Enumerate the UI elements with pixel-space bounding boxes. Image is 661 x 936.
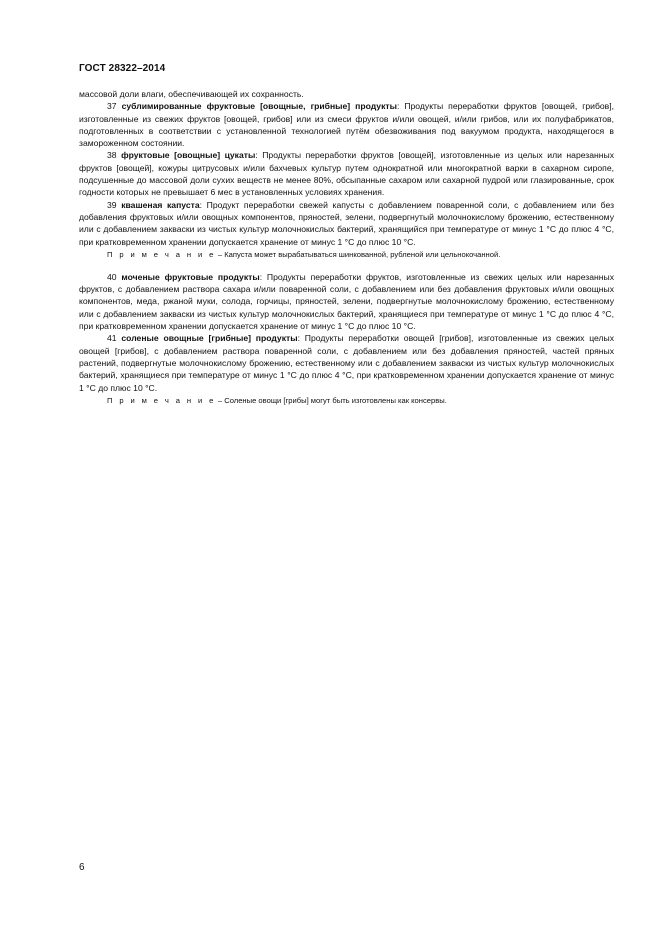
note-text: – Соленые овощи [грибы] могут быть изготовлены как консервы. [215, 395, 447, 405]
note-label: П р и м е ч а н и е [107, 249, 216, 259]
entry-definition: : Продукты переработки фруктов [овощей], изготовленные из целых или нарезанных фруктов [овощей], кожуры цитрусовых и/или бахчевых культур путем однократной или многократной варки в сахарном сиропе, подсушенные до массовой доли сухих веществ не менее 80%, обсыпанные сахаром или сахарной пудрой или глазированные, срок годности которых не превышает 6 мес в установленных условиях хранения. [79, 150, 614, 198]
entry-term: моченые фруктовые продукты [121, 271, 260, 282]
entry-term: сублимированные фруктовые [овощные, грибные] продукты [121, 101, 397, 112]
term-entry-41 [79, 332, 614, 393]
spacer [79, 260, 614, 271]
term-entry-39 [79, 199, 614, 248]
entry-number: 41 [107, 333, 117, 344]
entry-number: 38 [107, 150, 117, 161]
term-entry-40 [79, 271, 614, 332]
continuation-text: массовой доли влаги, обеспечивающей их сохранность. [79, 89, 304, 99]
document-header: ГОСТ 28322–2014 [79, 63, 166, 74]
entry-term: соленые овощные [грибные] продукты [121, 333, 298, 344]
page-number: 6 [79, 862, 85, 873]
document-body [79, 88, 614, 406]
entry-term: квашеная капуста [121, 199, 200, 210]
term-entry-38 [79, 149, 614, 198]
note-text: – Капуста может вырабатываться шинкованной, рубленой или цельнокочанной. [215, 249, 501, 259]
entry-definition: : Продукты переработки овощей [грибов], изготовленные из свежих целых овощей [грибов], с добавлением раствора поваренной соли, с добавлением или без добавления пряностей, частей пряных растений, подвергнутые молочнокислому брожению, естественному или с добавлением закваски из чистых культур молочнокислых бактерий, хранящиеся при температуре от минус 1 °С до плюс 4 °С, при кратковременном хранении допускается хранение от минус 1 °С до плюс 10 °С. [79, 333, 615, 393]
entry-definition: : Продукты переработки фруктов, изготовленные из свежих целых или нарезанных фруктов, с добавлением раствора сахара и/или поваренной соли, с добавлением или без добавления фруктовых и/или овощных компонентов, меда, ржаной муки, солода, горчицы, пряностей, зелени, подвергнутые молочнокислому брожению, естественному или с добавлением закваски из чистых культур молочнокислых бактерий, хранящиеся при температуре от минус 1 °С до плюс 4 °С, при кратковременном хранении допускается хранение от минус 1 °С до плюс 10 °С. [79, 271, 614, 332]
entry-note-39 [79, 249, 614, 260]
entry-number: 39 [107, 199, 117, 210]
note-label: П р и м е ч а н и е [107, 395, 216, 405]
entry-number: 40 [107, 271, 117, 282]
entry-definition: : Продукт переработки свежей капусты с добавлением поваренной соли, с добавлением или без добавления фруктовых и/или овощных компонентов, пряностей, зелени, подвергнутый молочнокислому брожению, естественному или с добавлением закваски из чистых культур молочнокислых бактерий, хранящийся при температуре от минус 1 °С до плюс 4 °С, при кратковременном хранении допускается хранение от минус 1 °С до плюс 10 °С. [79, 199, 615, 247]
entry-note-41 [79, 395, 614, 406]
entry-number: 37 [107, 101, 117, 112]
term-entry-37 [79, 100, 614, 149]
entry-definition: : Продукты переработки фруктов [овощей, грибов], изготовленные из свежих фруктов [овощей, грибов] или из смеси фруктов и/или овощей, и/или грибов, или их полуфабрикатов, подготовленных в соответствии с установленной технологией путём обезвоживания под вакуумом продукта, находящегося в замороженном состоянии. [79, 101, 614, 149]
entry-term: фруктовые [овощные] цукаты [121, 150, 256, 161]
